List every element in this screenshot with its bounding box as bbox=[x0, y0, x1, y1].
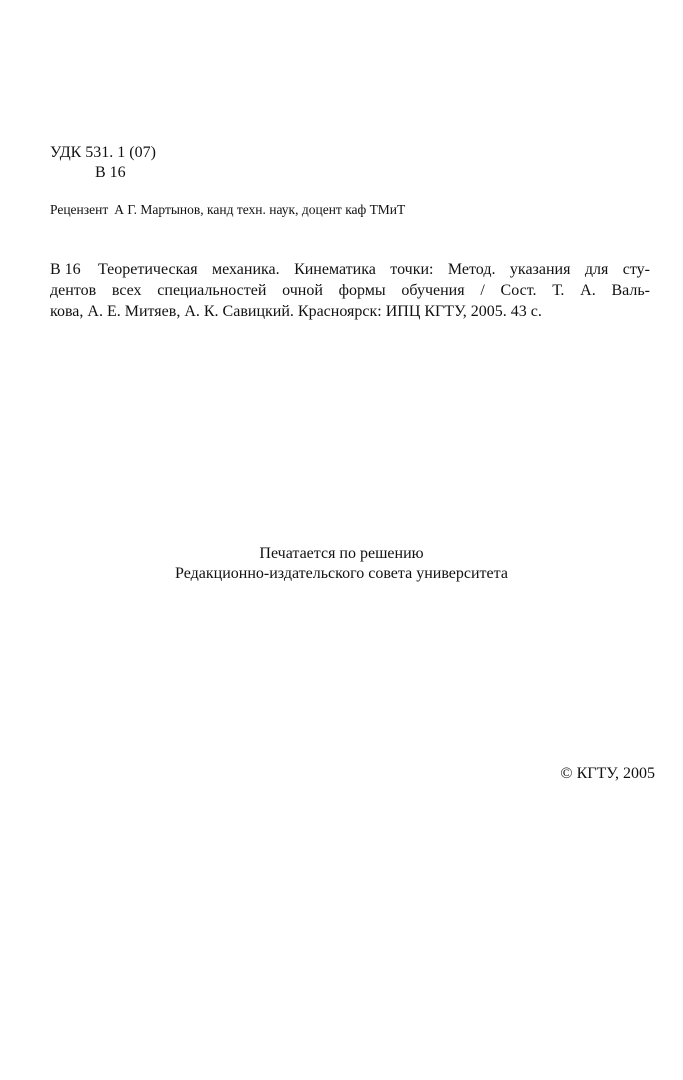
udk-code: УДК 531. 1 (07) bbox=[50, 144, 156, 161]
imprint-line-1: Печатается по решению bbox=[259, 545, 424, 562]
imprint-line-2: Редакционно-издательского совета университета bbox=[175, 565, 508, 582]
imprint-note bbox=[0, 544, 683, 584]
reviewer-label: Рецензент bbox=[50, 202, 109, 217]
copyright-notice: © КГТУ, 2005 bbox=[560, 765, 655, 782]
bibliographic-record bbox=[50, 259, 650, 322]
bibliographic-code: В 16 bbox=[50, 261, 81, 278]
bibliographic-line: Теоретическая механика. Кинематика точки: Метод. указания для сту- bbox=[98, 261, 650, 278]
bibliographic-line: дентов всех специальностей очной формы обучения / Сост. Т. А. Валь- bbox=[50, 282, 650, 299]
bibliographic-line: кова, А. Е. Митяев, А. К. Савицкий. Красноярск: ИПЦ КГТУ, 2005. 43 с. bbox=[50, 303, 542, 320]
reviewer-line bbox=[50, 201, 405, 219]
reviewer-text: А Г. Мартынов, канд техн. наук, доцент каф ТМиТ bbox=[114, 202, 406, 217]
bbk-code: В 16 bbox=[95, 164, 126, 181]
